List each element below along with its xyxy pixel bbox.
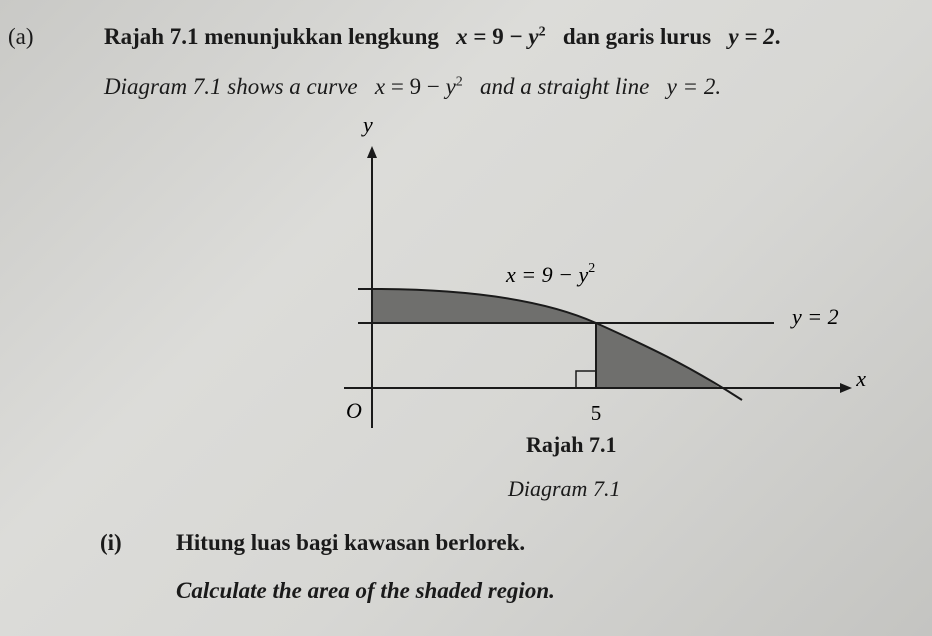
x-axis-arrow (840, 383, 852, 393)
line-label: y = 2 (792, 304, 839, 329)
caption-malay: Rajah 7.1 (526, 432, 617, 457)
intro-english-line-eq: y = 2 (666, 74, 716, 99)
y-axis-label: y (363, 112, 373, 137)
intro-english-curve: $x = 9 - y^2$ (374, 74, 463, 99)
intro-english-text2: and a straight line (480, 74, 650, 99)
curve-label: $x = 9 - y^2$ (506, 261, 596, 287)
origin-label: O (346, 398, 362, 423)
intro-english: Diagram 7.1 shows a curve $x = 9 - y^2$ and a straight line y = 2. (104, 74, 722, 99)
intro-malay-text2: dan garis lurus (562, 24, 712, 49)
right-angle-marker (576, 371, 596, 388)
caption-english: Diagram 7.1 (508, 476, 621, 501)
intro-malay-text1: Rajah 7.1 menunjukkan lengkung (104, 24, 439, 49)
question-label: (i) (100, 530, 122, 555)
intro-english-text1: Diagram 7.1 shows a curve (104, 74, 358, 99)
tick-label-5: 5 (590, 401, 602, 425)
x-axis-label: x (856, 366, 866, 391)
shaded-region-lower (596, 323, 720, 388)
intro-malay-line-eq: y = 2 (728, 24, 775, 49)
intro-malay-curve: $x = 9 - y^2$ (456, 24, 546, 49)
part-label: (a) (8, 24, 34, 49)
question-english: Calculate the area of the shaded region. (176, 578, 555, 603)
question-malay: Hitung luas bagi kawasan berlorek. (176, 530, 526, 555)
intro-malay: Rajah 7.1 menunjukkan lengkung $x = 9 - y^2$ dan garis lurus y = 2. (104, 24, 781, 49)
y-axis-arrow (367, 146, 377, 158)
diagram (330, 108, 870, 428)
